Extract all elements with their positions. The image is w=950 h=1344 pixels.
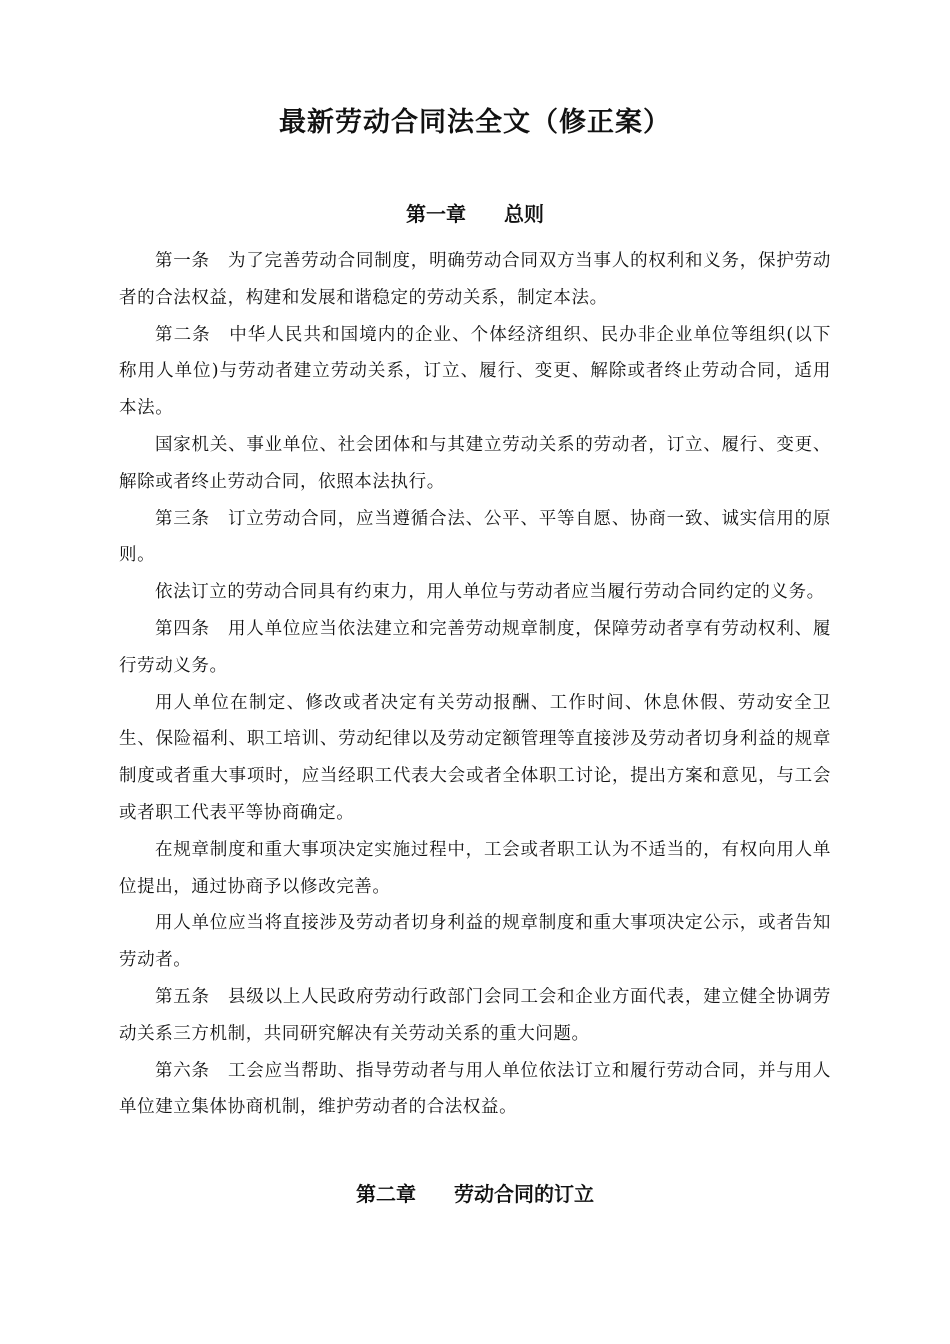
article-5-paragraph <box>119 979 831 1053</box>
paragraph-text: 工会应当帮助、指导劳动者与用人单位依法订立和履行劳动合同，并与用人单位建立集体协商机制，维护劳动者的合法权益。 <box>119 1060 831 1118</box>
paragraph-text: 用人单位在制定、修改或者决定有关劳动报酬、工作时间、休息休假、劳动安全卫生、保险福利、职工培训、劳动纪律以及劳动定额管理等直接涉及劳动者切身利益的规章制度或者重大事项时，应当经职工代表大会或者全体职工讨论，提出方案和意见，与工会或者职工代表平等协商确定。 <box>119 692 831 823</box>
chapter-heading-2 <box>0 1178 950 1207</box>
chapter-name: 劳动合同的订立 <box>454 1182 594 1206</box>
paragraph-text: 依法订立的劳动合同具有约束力，用人单位与劳动者应当履行劳动合同约定的义务。 <box>155 582 825 603</box>
article-2-paragraph <box>119 317 831 427</box>
paragraph-text: 为了完善劳动合同制度，明确劳动合同双方当事人的权利和义务，保护劳动者的合法权益，构建和发展和谐稳定的劳动关系，制定本法。 <box>119 251 831 308</box>
paragraph-text: 中华人民共和国境内的企业、个体经济组织、民办非企业单位等组织(以下称用人单位)与劳动者建立劳动关系，订立、履行、变更、解除或者终止劳动合同，适用本法。 <box>119 324 831 419</box>
paragraph-text: 国家机关、事业单位、社会团体和与其建立劳动关系的劳动者，订立、履行、变更、解除或者终止劳动合同，依照本法执行。 <box>119 434 831 492</box>
chapter-number: 第一章 <box>406 202 466 226</box>
chapter-name: 总则 <box>504 202 544 226</box>
article-3-paragraph <box>119 501 831 575</box>
chapter-1-body <box>119 243 831 1126</box>
article-3-paragraph-2 <box>119 574 831 611</box>
article-2-paragraph-2 <box>119 427 831 501</box>
article-1-paragraph <box>119 243 831 317</box>
article-number: 第四条 <box>155 618 210 639</box>
document-title: 最新劳动合同法全文（修正案） <box>279 107 671 138</box>
chapter-number: 第二章 <box>356 1182 416 1206</box>
article-number: 第一条 <box>155 251 210 271</box>
paragraph-text: 在规章制度和重大事项决定实施过程中，工会或者职工认为不适当的，有权向用人单位提出，通过协商予以修改完善。 <box>119 839 831 897</box>
article-number: 第二条 <box>155 324 211 345</box>
article-6-paragraph <box>119 1053 831 1127</box>
article-4-paragraph <box>119 611 831 685</box>
chapter-heading-1 <box>0 198 950 227</box>
article-number: 第六条 <box>155 1060 210 1081</box>
paragraph-text: 订立劳动合同，应当遵循合法、公平、平等自愿、协商一致、诚实信用的原则。 <box>119 508 831 566</box>
article-number: 第五条 <box>155 986 210 1007</box>
article-4-paragraph-4 <box>119 905 831 979</box>
article-number: 第三条 <box>155 508 210 529</box>
paragraph-text: 用人单位应当将直接涉及劳动者切身利益的规章制度和重大事项决定公示，或者告知劳动者。 <box>119 913 831 971</box>
article-4-paragraph-3 <box>119 832 831 906</box>
article-4-paragraph-2 <box>119 685 831 832</box>
paragraph-text: 用人单位应当依法建立和完善劳动规章制度，保障劳动者享有劳动权利、履行劳动义务。 <box>119 618 831 676</box>
paragraph-text: 县级以上人民政府劳动行政部门会同工会和企业方面代表，建立健全协调劳动关系三方机制，共同研究解决有关劳动关系的重大问题。 <box>119 986 831 1044</box>
